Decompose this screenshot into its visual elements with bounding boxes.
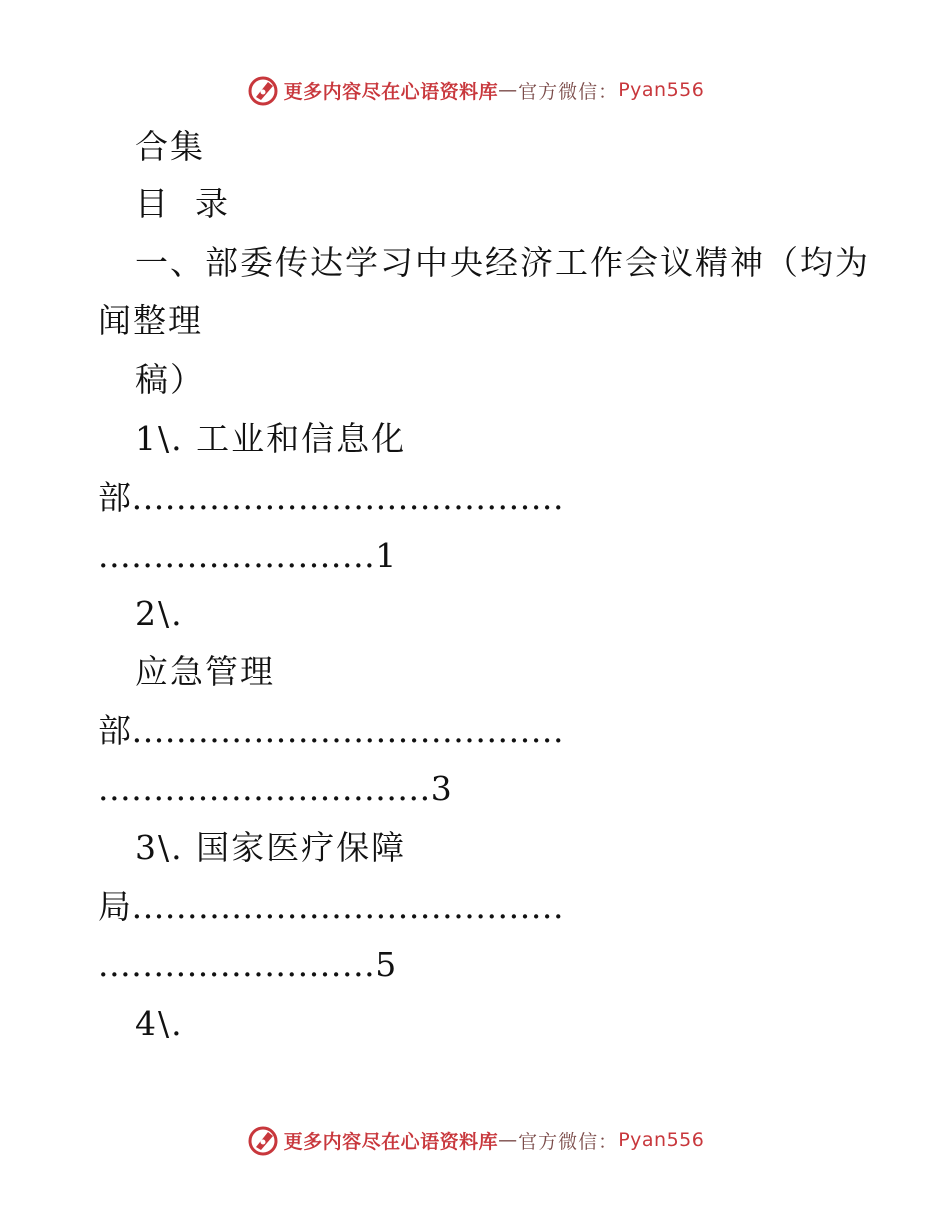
watermark-dash: — [498, 1129, 519, 1151]
watermark-dash: — [498, 79, 519, 101]
section1-line-c: 稿） [135, 360, 205, 399]
toc-item-1-leader: 部....................................... [98, 478, 565, 517]
header-watermark [0, 70, 950, 110]
section1-line-b: 闻整理 [98, 301, 203, 340]
toc-item-2-page: ..............................3 [98, 769, 453, 808]
watermark-main-text: 更多内容尽在心语资料库 [283, 1130, 499, 1153]
pen-nib-circle-icon [246, 1123, 280, 1157]
collection-heading: 合集 [135, 127, 205, 166]
toc-item-2-title[interactable]: 应急管理 [135, 652, 275, 691]
toc-item-4-number[interactable]: 4\. [135, 1004, 184, 1043]
watermark-sub-text: 官方微信： [518, 80, 619, 103]
toc-item-1-title[interactable]: 1\. 工业和信息化 [135, 419, 407, 458]
section1-line-a: 一、部委传达学习中央经济工作会议精神（均为 [135, 243, 870, 282]
toc-item-3-title[interactable]: 3\. 国家医疗保障 [135, 828, 407, 867]
toc-item-3-leader: 局....................................... [98, 887, 565, 926]
watermark-main-text: 更多内容尽在心语资料库 [283, 80, 499, 103]
toc-item-2-number[interactable]: 2\. [135, 594, 184, 633]
pen-nib-circle-icon [246, 73, 280, 107]
watermark-id: Pyan556 [618, 79, 705, 101]
toc-item-2-leader: 部....................................... [98, 711, 565, 750]
toc-item-3-page: .........................5 [98, 945, 397, 984]
toc-title: 目 录 [135, 184, 230, 223]
toc-item-1-page: .........................1 [98, 536, 397, 575]
watermark-sub-text: 官方微信： [518, 1130, 619, 1153]
watermark-id: Pyan556 [618, 1129, 705, 1151]
footer-watermark [0, 1120, 950, 1160]
